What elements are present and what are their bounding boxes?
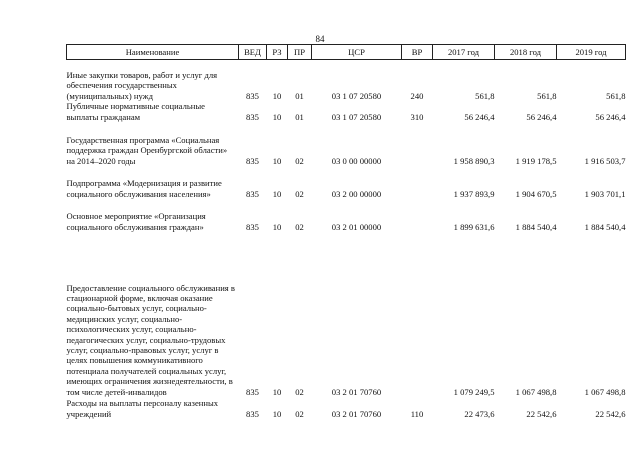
table-header-row — [67, 45, 626, 60]
row-name: Подпрограмма «Модернизация и развитие социального обслуживания населения» — [66, 178, 222, 199]
table-row — [67, 60, 626, 102]
row-pr: 02 — [295, 188, 304, 199]
row-2019: 1 916 503,7 — [584, 155, 626, 166]
row-pr: 02 — [295, 221, 304, 232]
header-ved: ВЕД — [239, 45, 267, 60]
row-2018: 1 884 540,4 — [515, 221, 557, 232]
header-pr: ПР — [288, 45, 312, 60]
row-pr: 01 — [295, 90, 304, 101]
row-2019: 1 903 701,1 — [584, 188, 626, 199]
row-rz: 10 — [272, 188, 282, 199]
table-row — [67, 199, 626, 232]
row-2017: 1 899 631,6 — [453, 221, 495, 232]
row-vr: 110 — [410, 408, 424, 419]
header-2017: 2017 год — [433, 45, 495, 60]
row-pr: 02 — [295, 155, 304, 166]
row-2017: 1 079 249,5 — [453, 386, 495, 397]
row-pr: 02 — [295, 386, 304, 397]
table-row — [67, 397, 626, 419]
row-rz: 10 — [272, 221, 282, 232]
row-csr: 03 2 01 00000 — [331, 221, 382, 232]
table-row — [67, 122, 626, 166]
row-2019: 561,8 — [606, 90, 626, 101]
row-rz: 10 — [272, 155, 282, 166]
row-pr: 02 — [295, 408, 304, 419]
table-row — [67, 166, 626, 199]
row-rz: 10 — [272, 111, 282, 122]
row-2019: 1 067 498,8 — [584, 386, 626, 397]
row-2018: 561,8 — [537, 90, 557, 101]
budget-table — [66, 44, 626, 419]
row-csr: 03 1 07 20580 — [331, 111, 382, 122]
row-2018: 1 067 498,8 — [515, 386, 557, 397]
row-vr — [402, 122, 433, 166]
row-ved: 835 — [246, 221, 259, 232]
row-rz: 10 — [272, 90, 282, 101]
table-row — [67, 232, 626, 397]
header-csr: ЦСР — [312, 45, 402, 60]
row-name: Расходы на выплаты персоналу казенных учреждений — [66, 398, 219, 419]
row-ved: 835 — [246, 111, 259, 122]
header-name: Наименование — [67, 45, 239, 60]
row-2018: 56 246,4 — [526, 111, 557, 122]
row-vr: 310 — [410, 111, 424, 122]
row-vr: 240 — [410, 90, 424, 101]
row-csr: 03 2 00 00000 — [331, 188, 382, 199]
row-pr: 01 — [295, 111, 304, 122]
page-number: 84 — [315, 34, 325, 44]
row-name: Иные закупки товаров, работ и услуг для обеспечения государственных (муниципальных) нужд — [66, 69, 218, 101]
row-2017: 22 473,6 — [464, 408, 495, 419]
row-csr: 03 0 00 00000 — [331, 155, 382, 166]
row-name: Предоставление социального обслуживания в стационарной форме, включая оказание социально-бытовых услуг, социально-медицинских услуг, социально-психологических услуг, социально-педагогических услуг, социально-трудовых услуг, социально-правовых услуг, услуг в целях повышения коммуникативного потенциала получателей социальных услуг, имеющих ограничения жизнедеятельности, в том числе детей-инвалидов — [66, 282, 235, 397]
row-vr — [402, 199, 433, 232]
row-name: Государственная программа «Социальная поддержка граждан Оренбургской области» на 2014–2020 годы — [66, 134, 228, 166]
row-ved: 835 — [246, 408, 259, 419]
row-csr: 03 1 07 20580 — [331, 90, 382, 101]
row-name: Публичные нормативные социальные выплаты гражданам — [66, 101, 205, 122]
header-vr: ВР — [402, 45, 433, 60]
row-csr: 03 2 01 70760 — [331, 386, 382, 397]
table-row — [67, 101, 626, 122]
row-2018: 22 542,6 — [526, 408, 557, 419]
header-2019: 2019 год — [557, 45, 626, 60]
row-name: Основное мероприятие «Организация социального обслуживания граждан» — [66, 211, 206, 232]
row-ved: 835 — [246, 155, 259, 166]
row-2018: 1 904 670,5 — [515, 188, 557, 199]
row-vr — [402, 166, 433, 199]
row-ved: 835 — [246, 386, 259, 397]
header-rz: РЗ — [267, 45, 288, 60]
row-2017: 56 246,4 — [464, 111, 495, 122]
row-2017: 561,8 — [475, 90, 495, 101]
row-2019: 56 246,4 — [595, 111, 626, 122]
row-vr — [402, 232, 433, 397]
row-ved: 835 — [246, 188, 259, 199]
row-2018: 1 919 178,5 — [515, 155, 557, 166]
row-2019: 22 542,6 — [595, 408, 626, 419]
header-2018: 2018 год — [495, 45, 557, 60]
row-rz: 10 — [272, 408, 282, 419]
row-2019: 1 884 540,4 — [584, 221, 626, 232]
row-csr: 03 2 01 70760 — [331, 408, 382, 419]
row-2017: 1 958 890,3 — [453, 155, 495, 166]
row-ved: 835 — [246, 90, 259, 101]
row-rz: 10 — [272, 386, 282, 397]
row-2017: 1 937 893,9 — [453, 188, 495, 199]
